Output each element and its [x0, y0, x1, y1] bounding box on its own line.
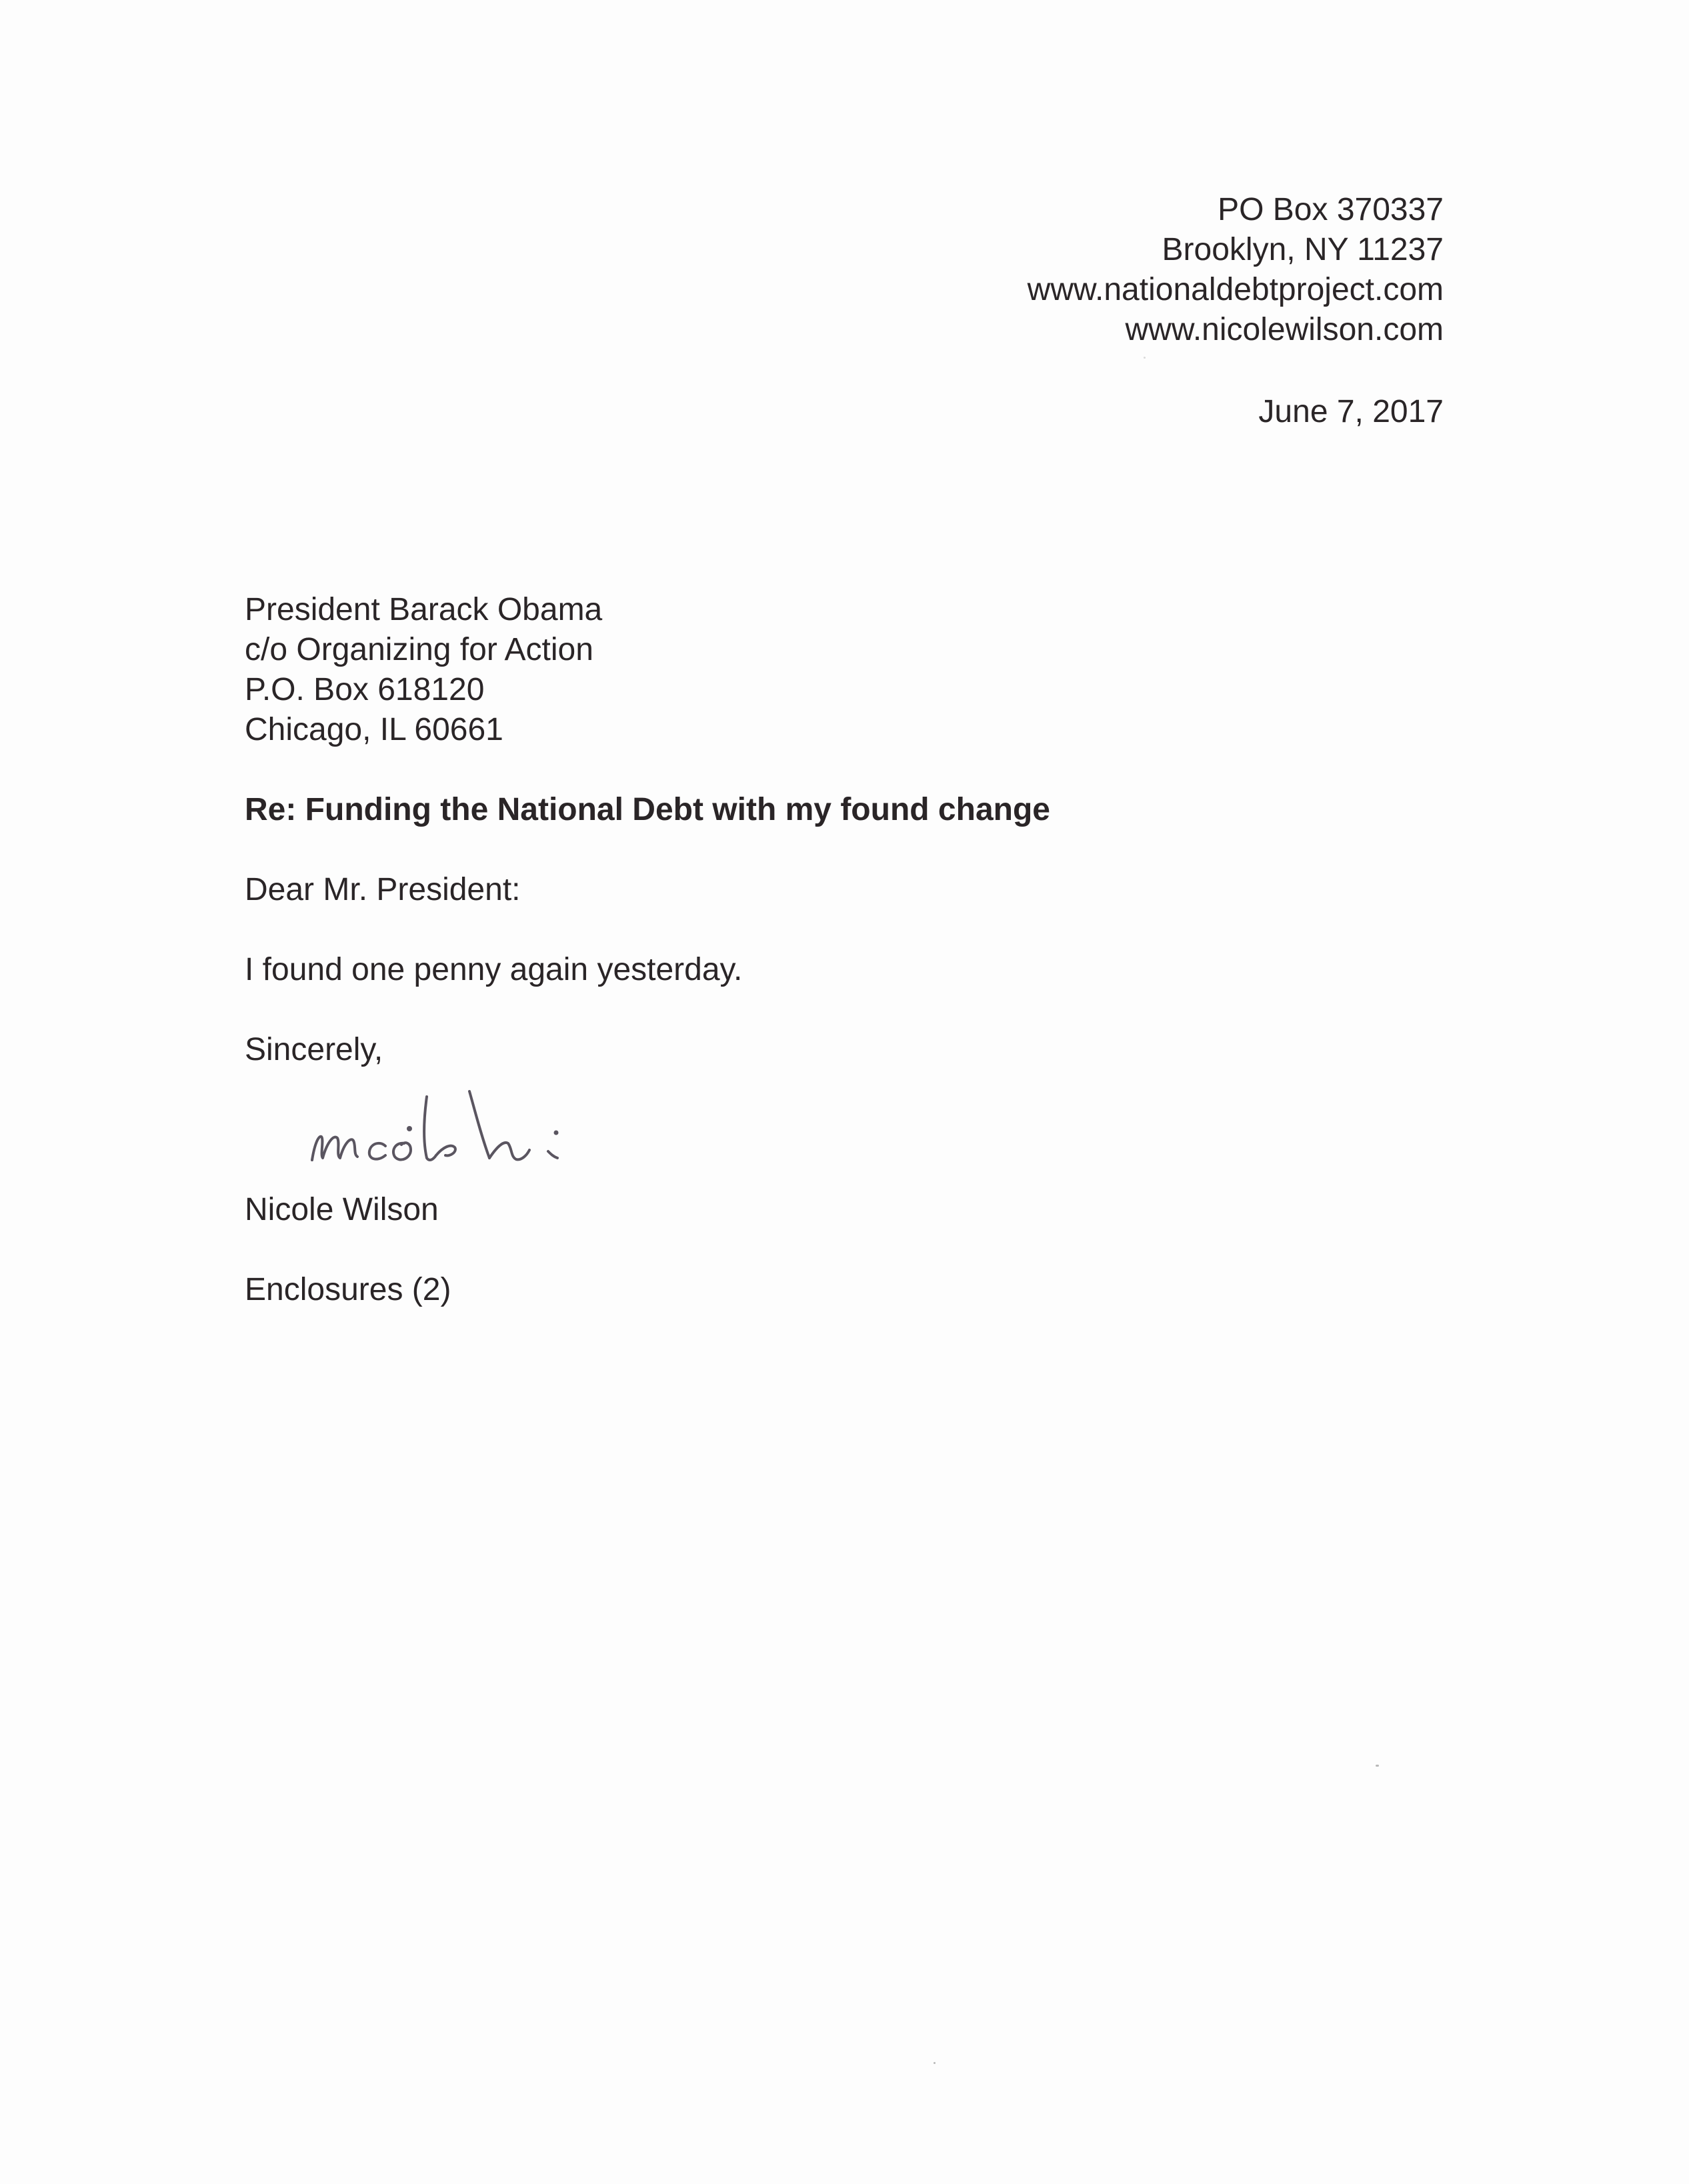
- salutation: Dear Mr. President:: [245, 872, 521, 907]
- signer-name: Nicole Wilson: [245, 1192, 439, 1227]
- letter-date: June 7, 2017: [1258, 394, 1444, 429]
- closing: Sincerely,: [245, 1032, 383, 1067]
- scan-speck: [1144, 357, 1146, 359]
- sender-city-state-zip: Brooklyn, NY 11237: [1162, 232, 1444, 267]
- handwritten-signature-icon: [300, 1077, 687, 1177]
- sender-po-box: PO Box 370337: [1218, 192, 1444, 227]
- recipient-po-box: P.O. Box 618120: [245, 672, 485, 707]
- scan-speck: [1376, 1765, 1379, 1767]
- enclosures-note: Enclosures (2): [245, 1272, 451, 1307]
- sender-website-national-debt: www.nationaldebtproject.com: [1027, 272, 1444, 307]
- letter-body: I found one penny again yesterday.: [245, 952, 743, 987]
- scan-speck: [934, 2062, 936, 2064]
- recipient-address-block: [245, 590, 602, 750]
- recipient-city-state-zip: Chicago, IL 60661: [245, 712, 503, 747]
- sender-address-block: [1028, 190, 1444, 350]
- recipient-name: President Barack Obama: [245, 592, 603, 627]
- sender-website-personal: www.nicolewilson.com: [1125, 312, 1444, 347]
- subject-line: Re: Funding the National Debt with my found change: [245, 792, 1050, 827]
- recipient-care-of: c/o Organizing for Action: [245, 632, 593, 667]
